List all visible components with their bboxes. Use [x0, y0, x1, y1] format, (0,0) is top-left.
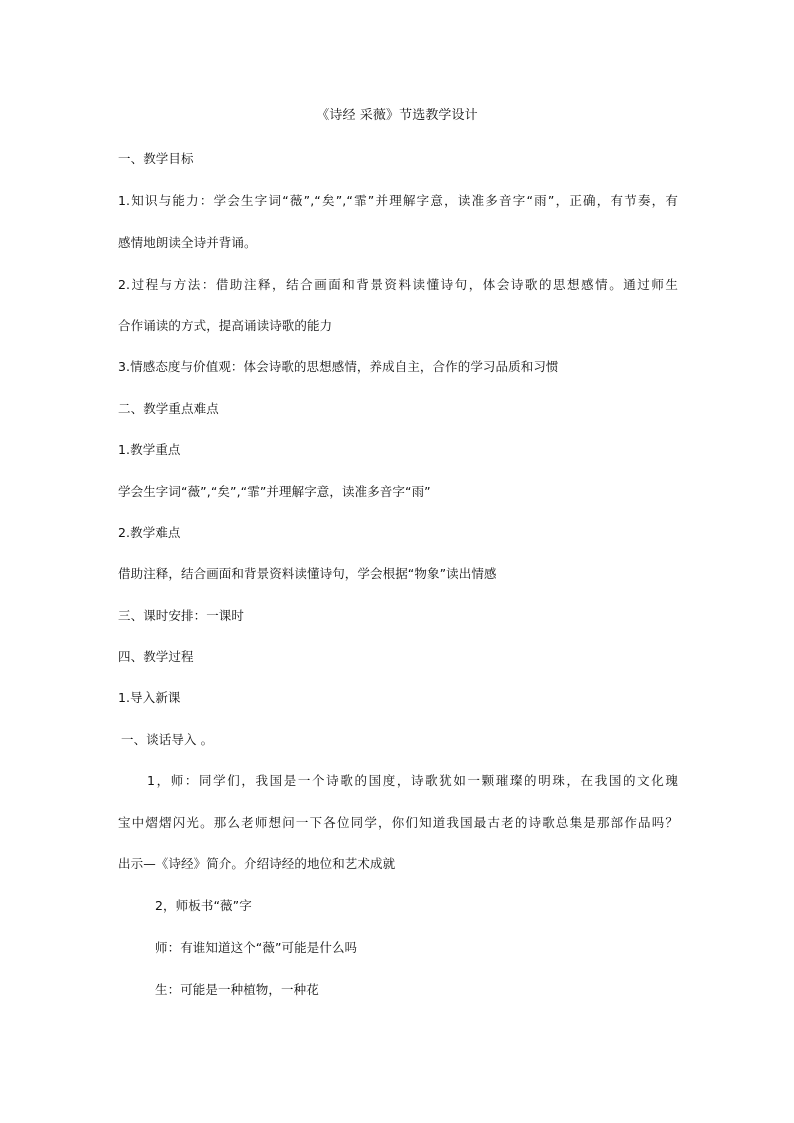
paragraph-line: 师：有谁知道这个“薇”可能是什么吗 — [155, 940, 358, 955]
document-title: 《诗经 采薇》节选教学设计 — [316, 108, 478, 123]
paragraph-line: 学会生字词“薇”,“矣”,“霏”并理解字意，读准多音字“雨” — [118, 484, 431, 499]
section-heading-key-points: 二、教学重点难点 — [118, 401, 219, 416]
paragraph-line: 2.过程与方法：借助注释，结合画面和背景资料读懂诗句，体会诗歌的思想感情。通过师生 — [118, 277, 678, 292]
section-heading-goals: 一、教学目标 — [118, 151, 194, 166]
paragraph-line: 1.知识与能力：学会生字词“薇”,“矣”,“霏”并理解字意，读准多音字“雨”，正确，有节奏，有 — [118, 193, 678, 208]
paragraph-line: 3.情感态度与价值观：体会诗歌的思想感情，养成自主，合作的学习品质和习惯 — [118, 359, 559, 374]
paragraph-line: 出示—《诗经》简介。介绍诗经的地位和艺术成就 — [118, 856, 396, 871]
section-heading-process: 四、教学过程 — [118, 649, 194, 664]
paragraph-line: 感情地朗读全诗并背诵。 — [118, 235, 257, 250]
paragraph-line: 宝中熠熠闪光。那么老师想问一下各位同学，你们知道我国最古老的诗歌总集是那部作品吗？ — [118, 815, 678, 830]
subheading-intro: 1.导入新课 — [118, 690, 181, 705]
paragraph-line: 借助注释，结合画面和背景资料读懂诗句，学会根据“物象”读出情感 — [118, 566, 497, 581]
paragraph-line: 1，师：同学们，我国是一个诗歌的国度，诗歌犹如一颗璀璨的明珠，在我国的文化瑰 — [147, 773, 678, 788]
paragraph-line: 一、谈话导入 。 — [121, 732, 214, 747]
subheading-difficulty: 2.教学难点 — [118, 525, 181, 540]
paragraph-line: 生：可能是一种植物，一种花 — [155, 982, 319, 997]
subheading-key-point: 1.教学重点 — [118, 442, 181, 457]
section-heading-schedule: 三、课时安排：一课时 — [118, 608, 245, 623]
paragraph-line: 合作诵读的方式，提高诵读诗歌的能力 — [118, 318, 333, 333]
paragraph-line: 2，师板书“薇”字 — [155, 898, 252, 913]
